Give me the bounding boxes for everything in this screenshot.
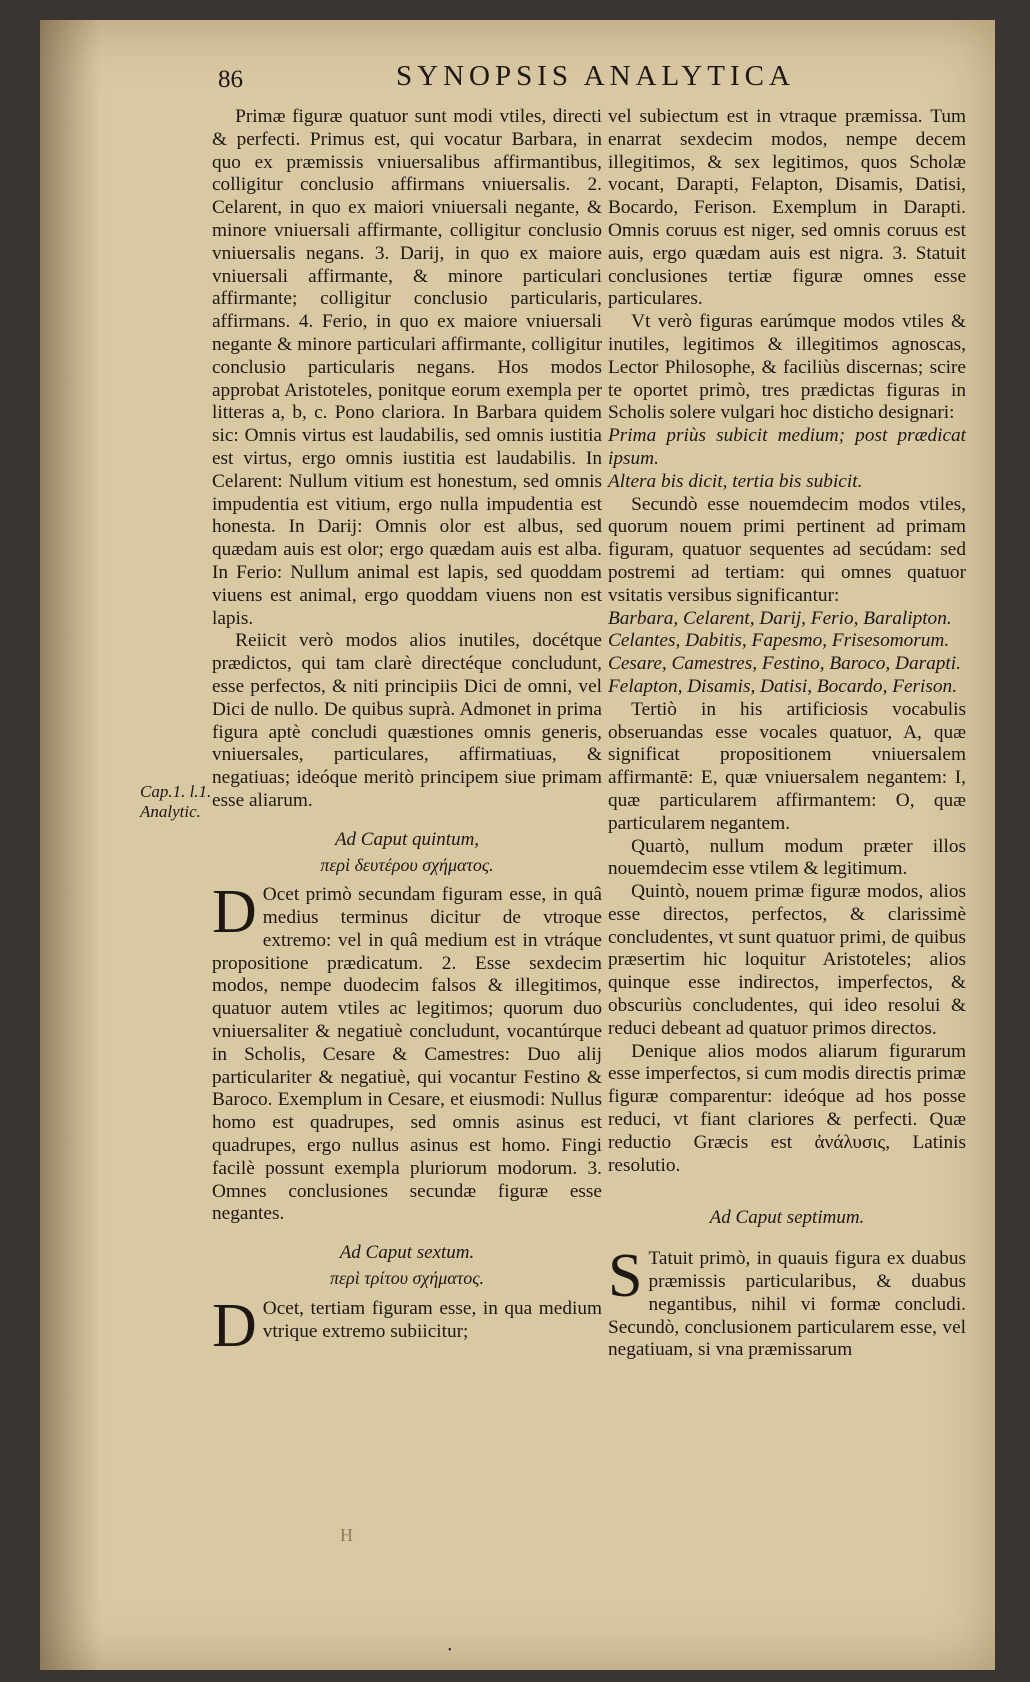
book-page [40,20,995,1670]
paragraph-text: Tatuit primò, in quauis figura ex duabus præmissis particularibus, & duabus negantibus, nihil vi formæ concludi. Secundò, conclusionem particularem esse, vel negatiuam, si vna præmissarum [608,1248,966,1361]
page-number: 86 [218,66,243,93]
mnemonic-line: Barbara, Celarent, Darij, Ferio, Baralipton. [608,607,952,629]
mnemonic-line: Felapton, Disamis, Datisi, Bocardo, Ferison. [608,675,958,697]
drop-initial: D [212,1291,257,1360]
paragraph: Denique alios modos aliarum figurarum esse imperfectos, si cum modis directis primæ figuræ comparentur: ideóque ad hos posse reduci, vt fiant clariores & perfecti. Quæ reductio Græcis est ἀνάλυσις, Latinis resolutio. [608,1040,966,1176]
paragraph: Primæ figuræ quatuor sunt modi vtiles, directi & perfecti. Primus est, qui vocatur Barbara, in quo ex præmissis vniuersalibus affirmantibus, colligitur conclusio affirmans vniuersalis. 2. Celarent, in quo ex maiori vniuersali negante, & minore vniuersali affirmante, colligitur conclusio vniuersalis negans. 3. Darij, in quo ex maiore vniuersali affirmante, & minore particulari affirmante; colligitur conclusio particularis, affirmans. 4. Ferio, in quo ex maiore vniuersali negante & minore particulari affirmante, colligitur conclusio particularis negans. Hos modos approbat Aristoteles, ponitque eorum exempla per litteras a, b, c. Pono clariora. In Barbara quidem sic: Omnis virtus est laudabilis, sed omnis iustitia est virtus, ergo omnis iustitia est laudabilis. In Celarent: Nullum vitium est honestum, sed omnis impudentia est vitium, ergo nulla impudentia est honesta. In Darij: Omnis olor est albus, sed quædam auis est olor; ergo quædam auis est alba. In Ferio: Nullum animal est lapis, sed quoddam viuens est animal, ergo quoddam viuens non est lapis. [212,106,602,629]
right-column [608,106,966,1362]
paragraph-text: Ocet primò secundam figuram esse, in quâ medius terminus dicitur de vtroque extremo: vel in quâ medium est in vtráque propositione prædicatum. 2. Esse sexdecim modos, nempe duodecim falsos & illegitimos, quatuor autem vtiles ac legitimos; quorum duo vniuersaliter & negatiuè concludunt, vocantúrque in Scholis, Cesare & Camestres: Duo alij particulariter & negatiuè, qui vocantur Festino & Baroco. Exemplum in Cesare, et eiusmodi: Nullus homo est quadrupes, sed omnis asinus est quadrupes, ergo nullus asinus est homo. Fingi facilè possunt exempla pluriorum modorum. 3. Omnes conclusiones secundæ figuræ esse negantes. [212,884,602,1225]
running-head: SYNOPSIS ANALYTICA [396,60,795,92]
paragraph [212,878,602,1226]
paragraph: Secundò esse nouemdecim modos vtiles, quorum nouem primi pertinent ad primam figuram, quatuor sequentes ad secúdam: sed postremi ad tertiam: qui omnes quatuor vsitatis versibus significantur: [608,493,966,606]
margin-note: Cap.1. l.1. Analytic. [140,782,212,821]
greek-subheading: περὶ τρίτου σχήματος. [330,1268,484,1289]
chapter-heading: Ad Caput septimum. [709,1207,865,1229]
greek-subheading: περὶ δευτέρου σχήματος. [320,854,494,875]
mnemonic-line: Celantes, Dabitis, Fapesmo, Frisesomorum. [608,630,950,652]
chapter-heading: Ad Caput quintum, [334,828,480,850]
paragraph [212,1291,602,1360]
left-column [212,106,602,1360]
signature-mark: H [340,1525,353,1545]
paragraph: Tertiò in his artificiosis vocabulis obseruandas esse vocales quatuor, A, quæ significat propositionem vniuersalem affirmantē: E, quæ vniuersalem negantem: I, quæ particularem affirmantem: O, quæ particularem negantem. [608,698,966,834]
bottom-mark: • [448,1645,452,1656]
paragraph: vel subiectum est in vtraque præmissa. Tum enarrat sexdecim modos, nempe decem illegitimos, & sex legitimos, quos Scholæ vocant, Darapti, Felapton, Disamis, Datisi, Bocardo, Ferison. Exemplum in Darapti. Omnis coruus est niger, sed omnis coruus est auis, ergo quædam auis est nigra. 3. Statuit conclusiones tertiæ figuræ omnes esse particulares. [608,106,966,310]
paragraph: Quintò, nouem primæ figuræ modos, alios esse directos, perfectos, & clarissimè concludentes, vt sunt quatuor primi, de quibus præsertim hic loquitur Aristoteles; alios quinque esse indirectos, imperfectos, & obscuriùs concludentes, qui ideo resolui & reduci debeant ad quatuor primos directos. [608,881,966,1039]
drop-initial: S [608,1242,643,1311]
drop-initial: D [212,878,257,947]
mnemonic-line: Cesare, Camestres, Festino, Baroco, Darapti. [608,653,961,675]
paragraph: Quartò, nullum modum præter illos nouemdecim esse vtilem & legitimum. [608,835,966,880]
page-gutter-shadow [40,20,100,1670]
paragraph [608,1242,966,1362]
paragraph-text: Ocet, tertiam figuram esse, in qua medium vtrique extremo subiicitur; [262,1297,602,1342]
verse-line: Altera bis dicit, tertia bis subicit. [608,470,863,492]
paragraph: Vt verò figuras earúmque modos vtiles & inutiles, legitimos & illegitimos agnoscas, Lector Philosophe, & faciliùs discernas; scire te oportet primò, tres prædictas figuras in Scholis solere vulgari hoc disticho designari: [608,311,966,424]
paragraph: Reiicit verò modos alios inutiles, docétque prædictos, qui tam clarè directéque concludunt, esse perfectos, & niti principiis Dici de omni, vel Dici de nullo. De quibus suprà. Admonet in prima figura aptè concludi quæstiones omnis generis, vniuersales, particulares, affirmatiuas, & negatiuas; ideóque meritò principem siue primam esse aliarum. [212,630,602,811]
verse-line: Prima priùs subicit medium; post prædicat ipsum. [608,425,966,469]
chapter-heading: Ad Caput sextum. [339,1242,475,1264]
